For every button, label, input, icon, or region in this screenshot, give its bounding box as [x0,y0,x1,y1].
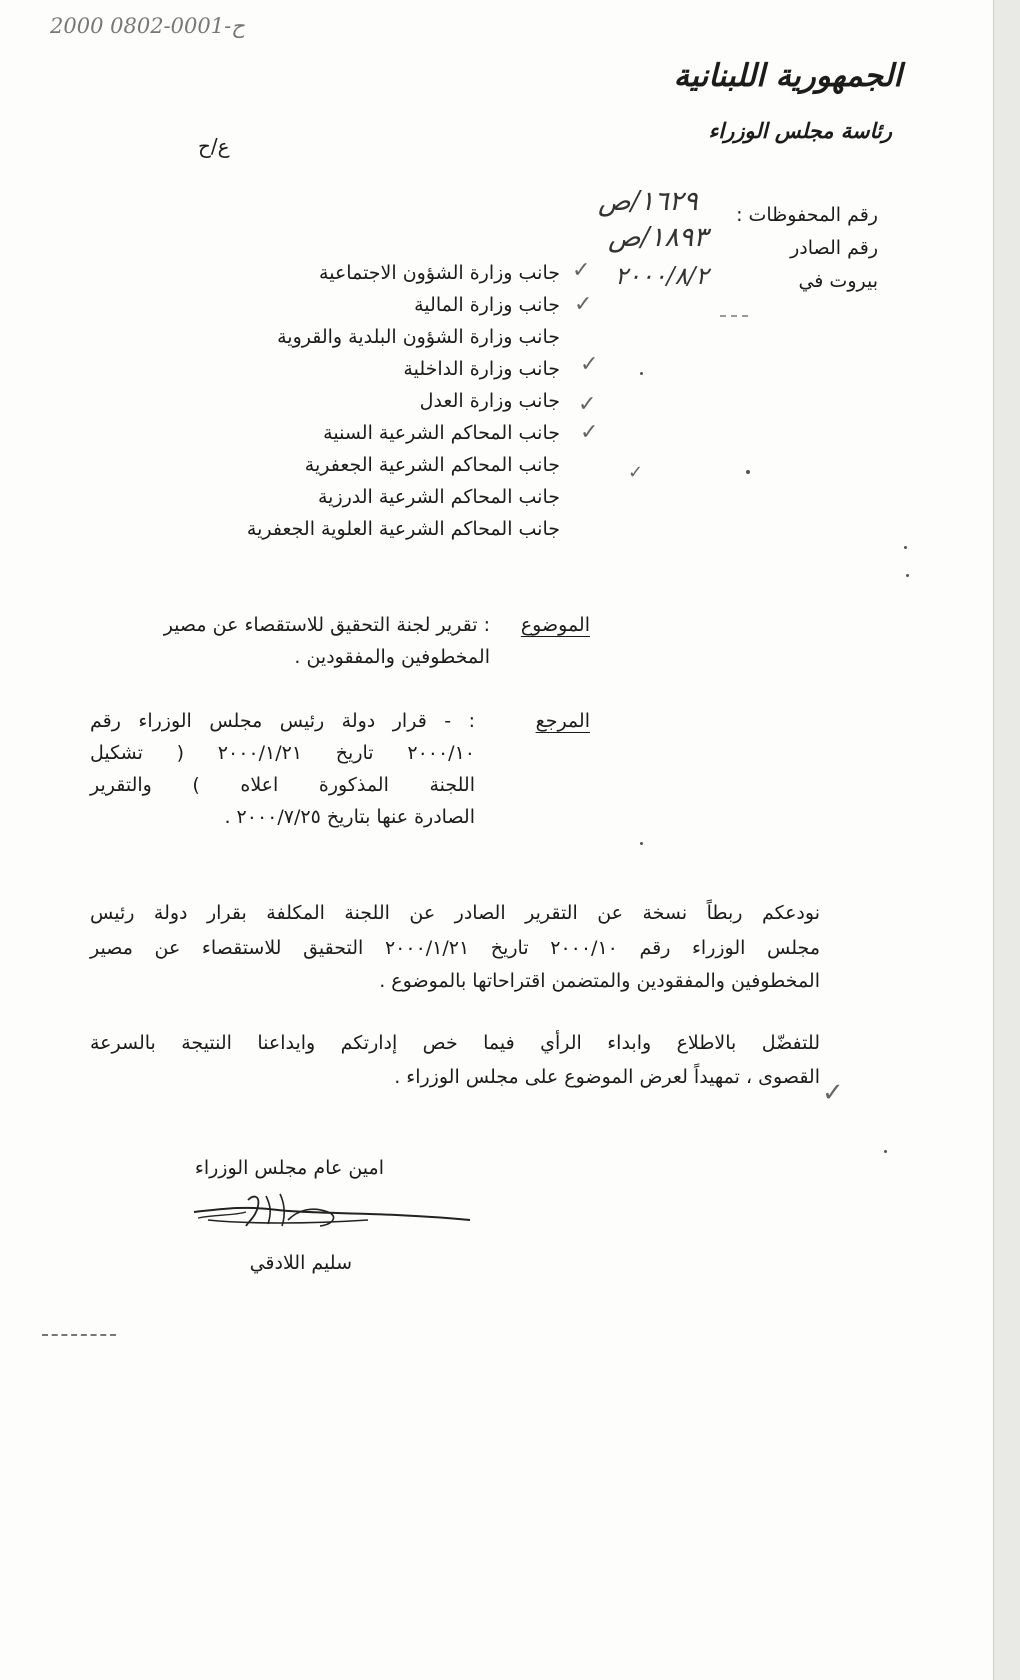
archive-number-label: رقم المحفوظات : [736,204,878,226]
subject-line-1: : تقرير لجنة التحقيق للاستقصاء عن مصير [163,614,490,636]
scan-speck [884,1150,887,1153]
reference-line-3: اللجنة المذكورة اعلاه ) والتقرير [90,774,475,796]
recipient-line: جانب وزارة الداخلية [403,358,560,380]
outgoing-number-value: ١٨٩٣/ص [608,222,708,253]
check-mark-icon: ✓ [580,352,599,377]
recipient-line: جانب وزارة الشؤون الاجتماعية [319,262,560,284]
recipient-line: جانب وزارة الشؤون البلدية والقروية [277,326,560,348]
body-p2-line-2: القصوى ، تمهيداً لعرض الموضوع على مجلس الوزراء . [394,1066,820,1088]
archive-reference: 2000 0802-0001-ح [50,14,245,38]
body-p1-line-2: مجلس الوزراء رقم ٢٠٠٠/١٠ تاريخ ٢٠٠٠/١/٢١ التحقيق للاستقصاء عن مصير [90,937,820,959]
scan-speck [904,546,907,549]
scan-dash-mark [720,315,748,317]
recipient-line: جانب وزارة المالية [414,294,560,316]
recipient-line: جانب المحاكم الشرعية الجعفرية [304,454,560,476]
reference-line-2: ٢٠٠٠/١٠ تاريخ ٢٠٠٠/١/٢١ ( تشكيل [90,742,475,764]
outgoing-number-label: رقم الصادر [790,237,878,259]
scan-dash-mark [42,1334,116,1336]
check-mark-icon: ✓ [628,462,644,483]
recipient-line: جانب المحاكم الشرعية العلوية الجعفرية [246,518,560,540]
initials: ع/ح [198,134,230,158]
letterhead-subtitle: رئاسة مجلس الوزراء [708,118,892,143]
date-label: بيروت في [798,270,878,292]
scan-speck [640,842,643,845]
signatory-name: سليم اللادقي [249,1252,352,1274]
recipient-line: جانب المحاكم الشرعية الدرزية [317,486,560,508]
check-mark-icon: ✓ [572,258,591,283]
check-mark-icon: ✓ [578,392,597,417]
subject-line-2: المخطوفين والمفقودين . [294,646,490,668]
subject-label: الموضوع [520,614,590,636]
check-mark-icon: ✓ [574,292,593,317]
scan-edge [993,0,1020,1680]
archive-number-value: ١٦٢٩/ص [598,186,698,217]
scan-speck [640,372,643,375]
reference-line-1: : - قرار دولة رئيس مجلس الوزراء رقم [90,710,475,732]
date-value: ٢٠٠٠/٨/٢ [615,262,709,290]
signatory-title: امين عام مجلس الوزراء [194,1157,384,1179]
body-p1-line-1: نودعكم ربطاً نسخة عن التقرير الصادر عن اللجنة المكلفة بقرار دولة رئيس [90,902,820,924]
reference-label: المرجع [535,710,590,732]
scan-speck [906,574,909,577]
reference-line-4: الصادرة عنها بتاريخ ٢٠٠٠/٧/٢٥ . [224,806,475,828]
recipient-line: جانب المحاكم الشرعية السنية [323,422,560,444]
scan-speck [746,470,750,474]
body-p1-line-3: المخطوفين والمفقودين والمتضمن اقتراحاتها بالموضوع . [379,970,820,992]
check-mark-icon: ✓ [822,1078,844,1108]
letterhead-title: الجمهورية اللبنانية [673,58,902,94]
recipient-line: جانب وزارة العدل [419,390,560,412]
check-mark-icon: ✓ [580,420,599,445]
handwritten-signature [188,1190,478,1238]
body-p2-line-1: للتفضّل بالاطلاع وابداء الرأي فيما خص إدارتكم وايداعنا النتيجة بالسرعة [90,1032,820,1054]
